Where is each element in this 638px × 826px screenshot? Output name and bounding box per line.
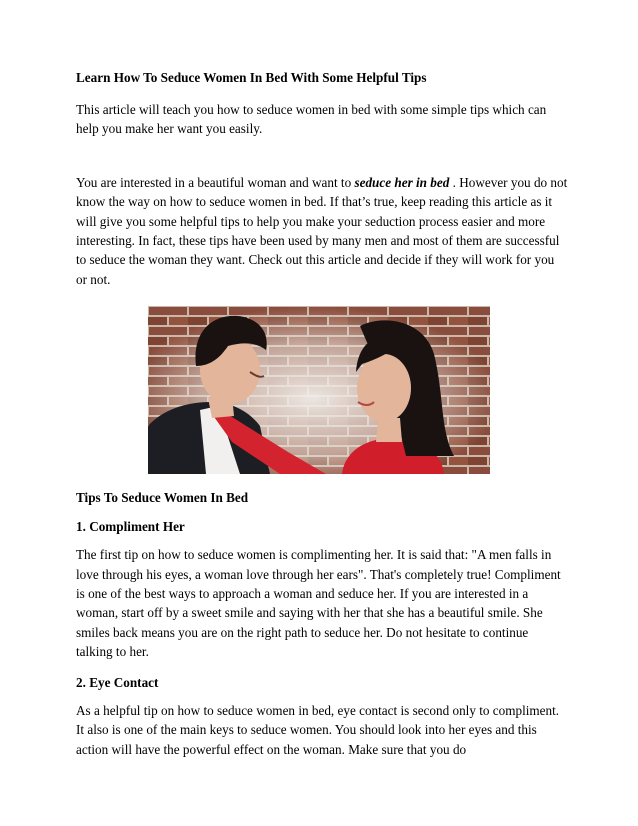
tip-1-text: The first tip on how to seduce women is complimenting her. It is said that: "A men falls in love through his eyes, a woman love through her ears". That's completely true! Compliment is one of the best ways to approach a woman and seduce her. If you are interested in a woman, start off by a sweet smile and saying with her that she has a beautiful smile. She smiles back means you are on the right path to seduce her. Do not hesitate to continue talking to her. bbox=[76, 547, 561, 660]
tip-2-text: As a helpful tip on how to seduce women in bed, eye contact is second only to compliment. It also is one of the main keys to seduce women. You should look into her eyes and this action will have the powerful effect on the woman. Make sure that you do bbox=[76, 702, 560, 757]
intro-paragraph: This article will teach you how to seduce women in bed with some simple tips which can help you make her want you easily. bbox=[76, 102, 547, 137]
article-body bbox=[76, 70, 568, 759]
body-text-before-link: You are interested in a beautiful woman and want to bbox=[76, 174, 355, 190]
tips-heading: Tips To Seduce Women In Bed bbox=[76, 490, 249, 506]
body-text-after-link: . However you do not know the way on how to seduce women in bed. If that’s true, keep reading this article as it will give you some helpful tips to help you make your seduction process easier and more interesting. In fact, these tips have been used by many men and most of them are successful to seduce the woman they want. Check out this article and decide if they will work for you or not. bbox=[76, 174, 568, 287]
article-title: Learn How To Seduce Women In Bed With Some Helpful Tips bbox=[76, 70, 427, 85]
seduce-her-in-bed-link[interactable]: seduce her in bed bbox=[354, 174, 450, 190]
tip-1-title: 1. Compliment Her bbox=[76, 519, 185, 535]
tip-2-title: 2. Eye Contact bbox=[76, 674, 159, 690]
couple-photo bbox=[148, 306, 490, 474]
body-paragraph bbox=[76, 173, 568, 289]
